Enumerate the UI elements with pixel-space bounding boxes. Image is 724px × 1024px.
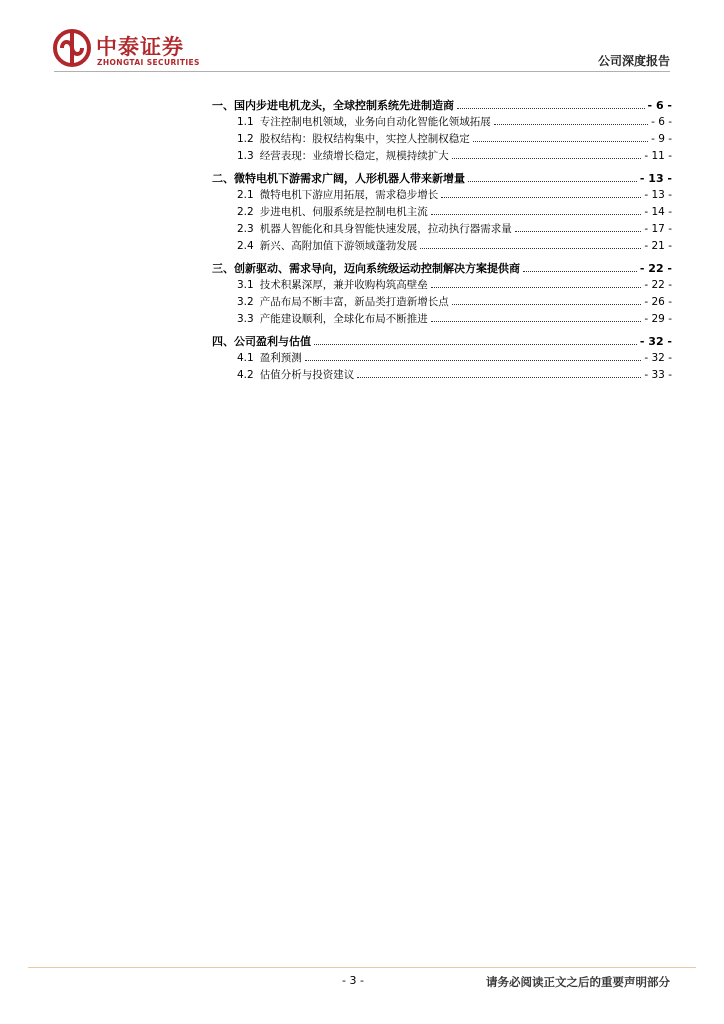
toc-dot-leader xyxy=(457,108,645,109)
toc-dot-leader xyxy=(420,248,641,249)
toc-entry-page: - 17 - xyxy=(644,223,672,235)
toc-section-entry[interactable] xyxy=(212,367,672,384)
toc-chapter-entry[interactable] xyxy=(212,333,672,350)
zhongtai-logo-icon xyxy=(52,28,92,68)
toc-section-entry[interactable] xyxy=(212,294,672,311)
toc-entry-number: 2.2 xyxy=(237,206,254,218)
toc-entry-number: 3.1 xyxy=(237,279,254,291)
toc-entry-page: - 11 - xyxy=(644,150,672,162)
toc-entry-page: - 29 - xyxy=(644,313,672,325)
toc-dot-leader xyxy=(314,344,637,345)
toc-entry-title: 新兴、高附加值下游领域蓬勃发展 xyxy=(259,240,418,252)
toc-entry-page: - 22 - xyxy=(644,279,672,291)
toc-entry-page: - 32 - xyxy=(644,352,672,364)
toc-dot-leader xyxy=(452,304,642,305)
toc-entry-title: 二、微特电机下游需求广阔，人形机器人带来新增量 xyxy=(212,172,465,185)
toc-dot-leader xyxy=(494,124,648,125)
toc-section-entry[interactable] xyxy=(212,187,672,204)
toc-section-entry[interactable] xyxy=(212,114,672,131)
toc-dot-leader xyxy=(357,377,641,378)
toc-section-entry[interactable] xyxy=(212,311,672,328)
toc-entry-number: 4.1 xyxy=(237,352,254,364)
toc-dot-leader xyxy=(515,231,642,232)
toc-entry-title: 步进电机、伺服系统是控制电机主流 xyxy=(259,206,428,218)
toc-entry-page: - 33 - xyxy=(644,369,672,381)
toc-entry-number: 2.3 xyxy=(237,223,254,235)
toc-section-entry[interactable] xyxy=(212,204,672,221)
toc-entry-title: 四、公司盈利与估值 xyxy=(212,335,311,348)
logo-chinese-name: 中泰证券 xyxy=(96,35,184,59)
toc-entry-page: - 13 - xyxy=(639,172,672,185)
toc-entry-page: - 32 - xyxy=(639,335,672,348)
toc-dot-leader xyxy=(431,214,642,215)
toc-section-entry[interactable] xyxy=(212,277,672,294)
toc-entry-page: - 6 - xyxy=(651,116,672,128)
toc-entry-title: 微特电机下游应用拓展，需求稳步增长 xyxy=(259,189,439,201)
toc-dot-leader xyxy=(431,287,642,288)
toc-entry-title: 经营表现：业绩增长稳定，规模持续扩大 xyxy=(259,150,449,162)
toc-dot-leader xyxy=(452,158,642,159)
toc-section-entry[interactable] xyxy=(212,238,672,255)
toc-dot-leader xyxy=(305,360,642,361)
toc-entry-number: 1.2 xyxy=(237,133,254,145)
toc-entry-page: - 26 - xyxy=(644,296,672,308)
toc-entry-number: 2.4 xyxy=(237,240,254,252)
toc-entry-title: 估值分析与投资建议 xyxy=(259,369,355,381)
toc-entry-number: 1.3 xyxy=(237,150,254,162)
page-header xyxy=(0,0,724,90)
report-type-label: 公司深度报告 xyxy=(597,54,670,68)
toc-chapter-entry[interactable] xyxy=(212,260,672,277)
toc-dot-leader xyxy=(473,141,648,142)
logo-english-name: ZHONGTAI SECURITIES xyxy=(97,58,200,67)
toc-section-entry[interactable] xyxy=(212,148,672,165)
toc-chapter-entry[interactable] xyxy=(212,97,672,114)
toc-entry-title: 股权结构：股权结构集中，实控人控制权稳定 xyxy=(259,133,470,145)
toc-entry-title: 一、国内步进电机龙头，全球控制系统先进制造商 xyxy=(212,99,454,112)
toc-dot-leader xyxy=(468,181,637,182)
toc-entry-number: 4.2 xyxy=(237,369,254,381)
toc-entry-page: - 14 - xyxy=(644,206,672,218)
toc-entry-page: - 9 - xyxy=(651,133,672,145)
toc-entry-title: 产能建设顺利，全球化布局不断推进 xyxy=(259,313,428,325)
footer-disclaimer: 请务必阅读正文之后的重要声明部分 xyxy=(486,975,670,989)
toc-entry-number: 2.1 xyxy=(237,189,254,201)
toc-entry-title: 专注控制电机领域，业务向自动化智能化领域拓展 xyxy=(259,116,491,128)
table-of-contents xyxy=(212,92,672,384)
toc-entry-page: - 21 - xyxy=(644,240,672,252)
toc-entry-number: 1.1 xyxy=(237,116,254,128)
toc-entry-number: 3.3 xyxy=(237,313,254,325)
toc-entry-title: 三、创新驱动、需求导向，迈向系统级运动控制解决方案提供商 xyxy=(212,262,520,275)
header-divider xyxy=(54,71,670,72)
toc-dot-leader xyxy=(523,271,637,272)
toc-entry-title: 机器人智能化和具身智能快速发展，拉动执行器需求量 xyxy=(259,223,512,235)
company-logo xyxy=(52,28,232,72)
toc-entry-number: 3.2 xyxy=(237,296,254,308)
toc-section-entry[interactable] xyxy=(212,131,672,148)
toc-entry-title: 盈利预测 xyxy=(259,352,302,364)
toc-section-entry[interactable] xyxy=(212,350,672,367)
footer-divider xyxy=(28,967,696,968)
toc-entry-title: 产品布局不断丰富，新品类打造新增长点 xyxy=(259,296,449,308)
toc-section-entry[interactable] xyxy=(212,221,672,238)
toc-entry-page: - 6 - xyxy=(647,99,672,112)
toc-chapter-entry[interactable] xyxy=(212,170,672,187)
toc-entry-title: 技术积累深厚，兼并收购构筑高壁垒 xyxy=(259,279,428,291)
toc-dot-leader xyxy=(441,197,641,198)
page-number: - 3 - xyxy=(342,974,364,987)
toc-entry-page: - 22 - xyxy=(639,262,672,275)
toc-entry-page: - 13 - xyxy=(644,189,672,201)
toc-dot-leader xyxy=(431,321,642,322)
